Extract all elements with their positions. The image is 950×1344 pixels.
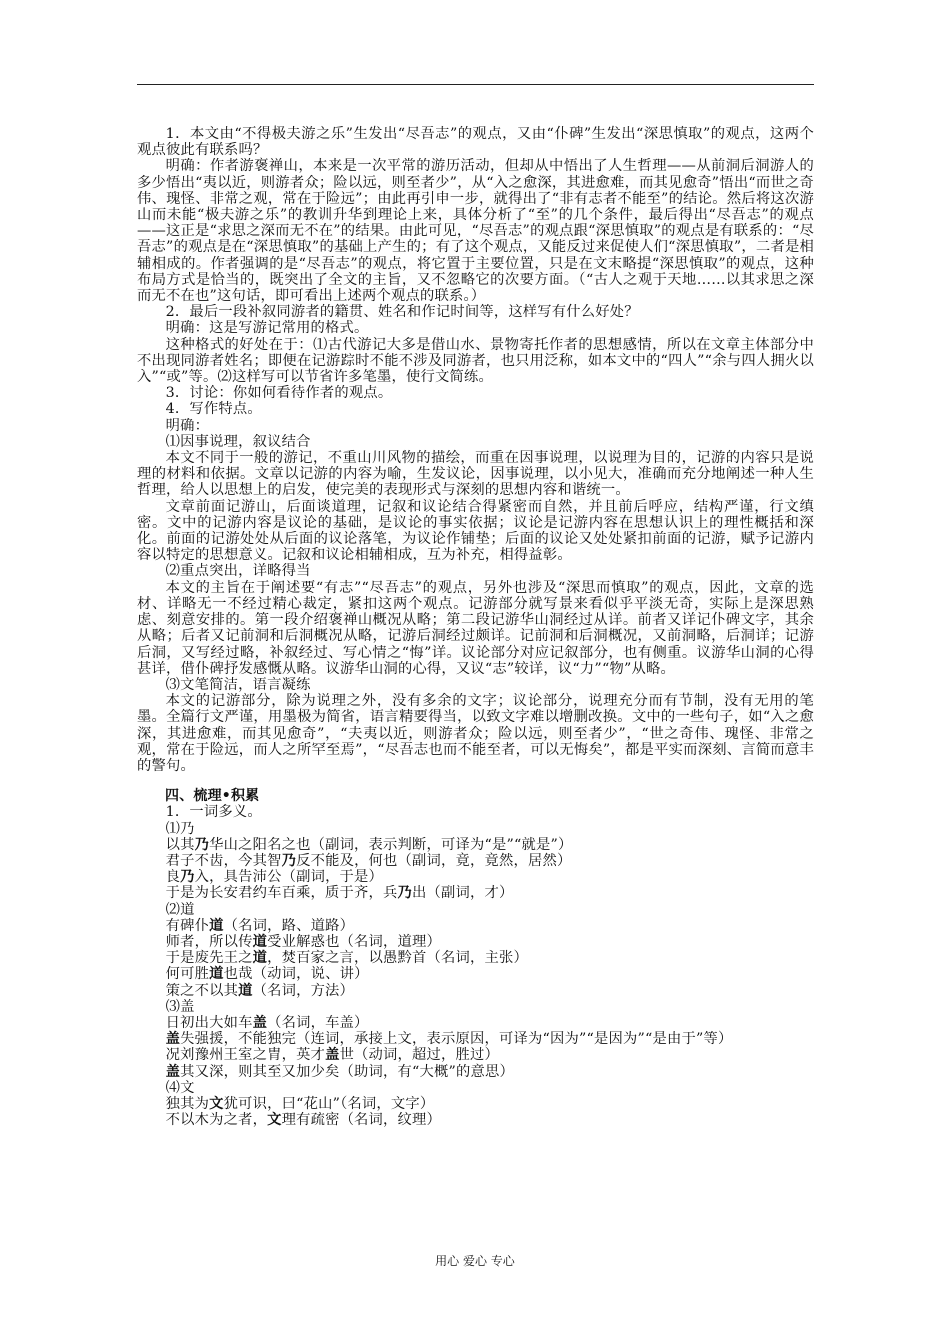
sentence-gloss: 反不能及，何也（副词，竟，竟然，居然） — [296, 852, 572, 869]
section-heading: 四、梳理•积累 — [165, 788, 260, 805]
key-word: 盖 — [325, 1047, 340, 1064]
sentence-gloss: 世（动词，超过，胜过） — [339, 1047, 500, 1064]
answer-4-label: 明确： — [165, 417, 210, 434]
example-sentence — [137, 934, 814, 950]
example-sentence — [137, 1064, 814, 1080]
word-group-label: ⑷文 — [165, 1079, 195, 1096]
sentence-gloss: 理有疏密（名词，纹理） — [281, 1112, 442, 1129]
example-sentence — [137, 1015, 814, 1031]
key-word: 道 — [209, 917, 224, 934]
example-sentence — [137, 1112, 814, 1128]
sentence-gloss: 华山之阳名之也（副词，表示判断，可译为“是”“就是”） — [209, 836, 573, 853]
feature-2-paragraph: 本文的主旨在于阐述要“有志”“尽吾志”的观点，另外也涉及“深思而慎取”的观点，因此，文章的选材、详略无一不经过精心裁定，紧扣这两个观点。记游部分就写景来看似乎平淡无奇，实际上是深思熟虑、刻意安排的。第一段介绍褒禅山概况从略；第二段记游华山洞经过从详。前者又详记仆碑文字，其余从略；后者又记前洞和后洞概况从略，记游后洞经过颇详。记前洞和后洞概况，又前洞略，后洞详；记游后洞，又写经过略，补叙经过、写心情之“悔”详。议论部分对应记叙部分，也有侧重。议游华山洞的心得甚详，借仆碑抒发感慨从略。议游华山洞的心得，又议“志”较详，议“力”“物”从略。 — [137, 579, 814, 677]
question-4: 4．写作特点。 — [165, 401, 262, 418]
key-word: 乃 — [397, 885, 413, 902]
word-meaning-groups — [137, 821, 814, 1129]
sentence-text: 日初出大如车 — [165, 1014, 253, 1031]
example-sentence — [137, 837, 814, 853]
answer-2-detail: 这种格式的好处在于：⑴古代游记大多是借山水、景物寄托作者的思想感情，所以在文章主体部分中不出现同游者姓名；即便在记游踪时不能不涉及同游者，也只用泛称，如本文中的“四人”“余与四人拥火以入”“或”等。⑵这样写可以节省许多笔墨，使行文简练。 — [137, 336, 814, 386]
sentence-gloss: 出（副词，才） — [412, 885, 514, 902]
example-sentence — [137, 869, 814, 885]
sentence-gloss: 犹可识，曰“花山”（名词，文字） — [223, 1095, 435, 1112]
sentence-gloss: （名词，路、道路） — [223, 917, 355, 934]
example-sentence — [137, 950, 814, 966]
sentence-gloss: 也哉（动词，说、讲） — [223, 966, 369, 983]
word-group-label: ⑴乃 — [165, 820, 195, 837]
key-word: 盖 — [165, 1063, 181, 1080]
key-word: 盖 — [252, 1014, 268, 1031]
feature-3-paragraph: 本文的记游部分，除为说理之外，没有多余的文字；议论部分，说理充分而有节制，没有无用的笔墨。全篇行文严谨，用墨极为简省，语言精要得当，以致文字难以增删改换。文中的一些句子，如“入之愈深，其进愈难，而其见愈奇”，“夫夷以近，则游者众；险以远，则至者少”，“世之奇伟、瑰怪、非常之观，常在于险远，而人之所罕至焉”，“尽吾志也而不能至者，可以无悔矣”，都是平实而深刻、言简而意丰的警句。 — [137, 693, 814, 774]
section-item-1: 1．一词多义。 — [165, 804, 262, 821]
sentence-text: 有碑仆 — [165, 917, 210, 934]
page-footer: 用心 爱心 专心 — [435, 1254, 515, 1268]
example-sentence — [137, 1047, 814, 1063]
key-word: 乃 — [281, 852, 297, 869]
header-rule — [137, 84, 814, 85]
key-word: 乃 — [194, 836, 210, 853]
sentence-gloss: 受业解惑也（名词，道理） — [267, 933, 442, 950]
question-1: 1．本文由“不得极夫游之乐”生发出“尽吾志”的观点，又由“仆碑”生发出“深思慎取”的观点，这两个观点彼此有联系吗？ — [137, 126, 814, 159]
sentence-text: 策之不以其 — [165, 982, 239, 999]
feature-1-title: ⑴因事说理，叙议结合 — [165, 433, 311, 450]
sentence-gloss: 入，具告沛公（副词，于是） — [194, 869, 384, 886]
sentence-gloss: 失强援，不能独完（连词，承接上文，表示原因，可译为“因为”“是因为”“是由于”等） — [180, 1031, 733, 1048]
sentence-text: 师者，所以传 — [165, 933, 253, 950]
sentence-gloss: （名词，车盖） — [267, 1014, 369, 1031]
sentence-gloss: 其又深，则其至又加少矣（助词，有“大概”的意思） — [180, 1063, 515, 1080]
example-sentence — [137, 885, 814, 901]
sentence-text: 以其 — [165, 836, 195, 853]
key-word: 道 — [252, 950, 268, 967]
key-word: 道 — [252, 933, 268, 950]
feature-1-paragraph-1: 本文不同于一般的游记，不重山川风物的描绘，而重在因事说理，以说理为目的，记游的内容只是说理的材料和依据。文章以记游的内容为喻，生发议论，因事说理，以小见大，准确而充分地阐述一种人生哲理，给人以思想上的启发，使完美的表现形式与深刻的思想内容和谐统一。 — [137, 450, 814, 499]
key-word: 道 — [238, 982, 253, 999]
sentence-gloss: ，焚百家之言，以愚黔首（名词，主张） — [267, 950, 529, 967]
key-word: 文 — [209, 1095, 224, 1112]
example-sentence — [137, 983, 814, 999]
example-sentence — [137, 853, 814, 869]
example-sentence — [137, 1096, 814, 1112]
example-sentence — [137, 918, 814, 934]
key-word: 乃 — [180, 869, 195, 886]
sentence-text: 何可胜 — [165, 966, 210, 983]
sentence-text: 况刘豫州王室之胄，英才 — [165, 1047, 326, 1064]
feature-3-title: ⑶文笔简洁，语言凝练 — [165, 676, 311, 693]
sentence-text: 独其为 — [165, 1095, 210, 1112]
sentence-text: 于是废先王之 — [165, 950, 253, 967]
key-word: 文 — [267, 1112, 282, 1129]
key-word: 盖 — [165, 1031, 181, 1048]
key-word: 道 — [209, 966, 224, 983]
word-group-label: ⑵道 — [165, 901, 195, 918]
sentence-gloss: （名词，方法） — [252, 982, 355, 999]
answer-2: 明确：这是写游记常用的格式。 — [165, 320, 369, 337]
sentence-text: 不以木为之者， — [165, 1112, 268, 1129]
question-3: 3．讨论：你如何看待作者的观点。 — [165, 385, 393, 402]
feature-2-title: ⑵重点突出，详略得当 — [165, 563, 311, 580]
answer-1: 明确：作者游褒禅山，本来是一次平常的游历活动，但却从中悟出了人生哲理——从前洞后洞游人的多少悟出“夷以近，则游者众；险以远，则至者少”，从“入之愈深，其进愈难，而其见愈奇”悟出“而世之奇伟、瑰怪、非常之观，常在于险远”；由此再引申一步，就得出了“非有志者不能至”的结论。然后将这次游山而未能“极夫游之乐”的教训升华到理论上来，具体分析了“至”的几个条件，最后得出“尽吾志”的观点——这正是“求思之深而无不在”的结果。由此可见，“尽吾志”的观点跟“深思慎取”的观点是有联系的：“尽吾志”的观点是在“深思慎取”的基础上产生的；有了这个观点，又能反过来促使人们“深思慎取”，二者是相辅相成的。作者强调的是“尽吾志”的观点，将它置于主要位置，只是在文末略提“深思慎取”的观点，这种布局方式是恰当的，既突出了全文的主旨，又不忽略它的次要方面。（“古人之观于天地……以其求思之深而无不在也”这句话，即可看出上述两个观点的联系。） — [137, 158, 814, 305]
example-sentence — [137, 1031, 814, 1047]
example-sentence — [137, 966, 814, 982]
document-body — [137, 126, 814, 1128]
sentence-text: 于是为长安君约车百乘，质于齐，兵 — [165, 885, 398, 902]
sentence-text: 君子不齿，今其智 — [165, 852, 282, 869]
sentence-text: 良 — [165, 869, 181, 886]
question-2: 2．最后一段补叙同游者的籍贯、姓名和作记时间等，这样写有什么好处？ — [165, 304, 639, 321]
word-group-label: ⑶盖 — [165, 998, 195, 1015]
feature-1-paragraph-2: 文章前面记游山，后面谈道理，记叙和议论结合得紧密而自然，并且前后呼应，结构严谨，行文缜密。文中的记游内容是议论的基础，是议论的事实依据；议论是记游内容在思想认识上的理性概括和深化。前面的记游处处从后面的议论落笔，为议论作铺垫；后面的议论又处处紧扣前面的记游，赋予记游内容以特定的思想意义。记叙和议论相辅相成，互为补充，相得益彰。 — [137, 498, 814, 564]
